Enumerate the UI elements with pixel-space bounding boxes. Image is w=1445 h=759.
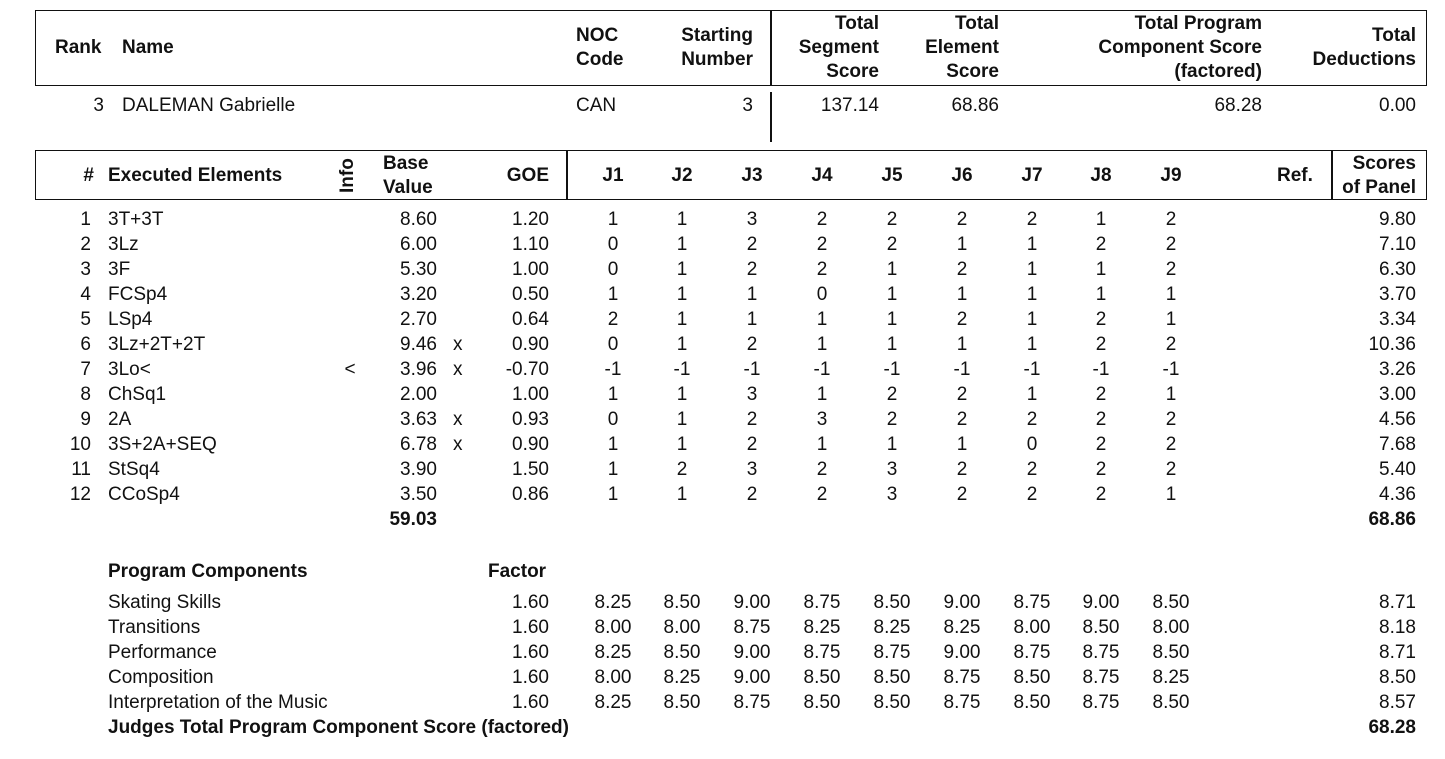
element-judge-score: 1 (607, 209, 619, 230)
component-panel-score: 8.71 (1379, 642, 1416, 663)
element-panel-score: 4.36 (1379, 484, 1416, 505)
element-judge-score: 1 (886, 334, 898, 355)
element-num: 10 (69, 434, 91, 455)
component-judge-score: 8.00 (1013, 617, 1051, 638)
element-name: 3S+2A+SEQ (108, 434, 217, 455)
element-judge-score: 1 (1026, 259, 1038, 280)
element-panel-score: 3.26 (1379, 359, 1416, 380)
element-name: ChSq1 (108, 384, 167, 405)
component-judge-score: 8.50 (1152, 692, 1190, 713)
element-judge-score: 3 (746, 384, 758, 405)
element-judge-score: 1 (676, 234, 688, 255)
component-judge-score: 8.25 (1152, 667, 1190, 688)
element-goe: 1.50 (512, 459, 549, 480)
element-judge-score: -1 (1092, 359, 1110, 380)
element-judge-score: 1 (956, 334, 968, 355)
element-judge-score: 2 (1026, 459, 1038, 480)
element-num: 11 (71, 459, 91, 480)
element-judge-score: 1 (1026, 284, 1038, 305)
col-info-label: Info (337, 158, 358, 193)
element-judge-score: 2 (816, 459, 828, 480)
rank-label: Rank (55, 37, 102, 58)
element-judge-score: 2 (1165, 209, 1177, 230)
element-goe: 1.10 (512, 234, 549, 255)
element-base-value: 9.46 (400, 334, 437, 355)
skater-starting-number: 3 (742, 95, 753, 116)
judge-header-6: J6 (951, 165, 973, 186)
component-panel-score: 8.57 (1379, 692, 1416, 713)
skater-total-segment-score: 137.14 (820, 95, 879, 116)
element-judge-score: 3 (886, 459, 898, 480)
element-judge-score: 1 (1026, 309, 1038, 330)
header-divider-lower (770, 92, 772, 142)
element-judge-score: 3 (886, 484, 898, 505)
total-pcs-label: Total Program Component Score (factored) (1098, 13, 1262, 82)
component-judge-score: 8.50 (803, 667, 841, 688)
component-name: Transitions (108, 617, 201, 638)
component-judge-score: 8.00 (594, 667, 632, 688)
component-name: Performance (108, 642, 217, 663)
noc-label: NOC Code (576, 25, 624, 70)
element-judge-score: 2 (1165, 434, 1177, 455)
judge-header-2: J2 (671, 165, 693, 186)
element-judge-score: 1 (676, 384, 688, 405)
col-executed-label: Executed Elements (108, 165, 283, 186)
component-factor: 1.60 (512, 592, 549, 613)
element-panel-score: 3.34 (1379, 309, 1416, 330)
element-judge-score: 0 (607, 409, 619, 430)
element-goe: 1.20 (512, 209, 549, 230)
element-base-value: 8.60 (400, 209, 437, 230)
element-name: FCSp4 (108, 284, 168, 305)
element-base-value: 3.90 (400, 459, 437, 480)
element-judge-score: 2 (816, 484, 828, 505)
element-goe: -0.70 (505, 359, 549, 380)
element-judge-score: 3 (816, 409, 828, 430)
component-judge-score: 8.50 (663, 692, 701, 713)
judge-header-3: J3 (741, 165, 763, 186)
component-judge-score: 8.50 (873, 592, 911, 613)
component-judge-score: 8.75 (733, 617, 771, 638)
element-name: 3Lz+2T+2T (108, 334, 206, 355)
element-judge-score: 1 (886, 259, 898, 280)
skater-total-pcs: 68.28 (1214, 95, 1262, 116)
element-base-value: 6.00 (400, 234, 437, 255)
element-judge-score: 2 (1165, 334, 1177, 355)
element-judge-score: -1 (953, 359, 971, 380)
element-name: LSp4 (108, 309, 153, 330)
component-judge-score: 8.50 (873, 692, 911, 713)
element-judge-score: 1 (607, 434, 619, 455)
element-judge-score: 2 (816, 234, 828, 255)
element-name: StSq4 (108, 459, 160, 480)
element-judge-score: 2 (956, 484, 968, 505)
element-panel-score: 4.56 (1379, 409, 1416, 430)
component-judge-score: 8.25 (594, 692, 632, 713)
element-judge-score: 1 (816, 334, 828, 355)
pcs-total-value: 68.28 (1368, 717, 1416, 738)
element-judge-score: 2 (1095, 409, 1107, 430)
element-num: 1 (80, 209, 91, 230)
element-goe: 0.86 (512, 484, 549, 505)
element-judge-score: 1 (676, 284, 688, 305)
element-judge-score: 0 (1026, 434, 1038, 455)
element-judge-score: 2 (816, 209, 828, 230)
element-base-value: 3.96 (400, 359, 437, 380)
component-factor: 1.60 (512, 642, 549, 663)
pcs-total-label: Judges Total Program Component Score (factored) (108, 717, 569, 738)
element-judge-score: 1 (886, 284, 898, 305)
component-judge-score: 9.00 (733, 642, 771, 663)
element-judge-score: 1 (607, 284, 619, 305)
component-judge-score: 8.50 (1152, 642, 1190, 663)
element-base-value: 6.78 (400, 434, 437, 455)
element-name: 2A (108, 409, 132, 430)
element-num: 3 (80, 259, 91, 280)
element-panel-score: 5.40 (1379, 459, 1416, 480)
judge-header-9: J9 (1160, 165, 1182, 186)
component-judge-score: 8.25 (943, 617, 981, 638)
element-judge-score: 1 (607, 384, 619, 405)
element-judge-score: 2 (1165, 234, 1177, 255)
elements-header-divider-right (1331, 150, 1333, 200)
element-judge-score: 1 (956, 234, 968, 255)
element-judge-score: 2 (1165, 259, 1177, 280)
component-judge-score: 8.75 (803, 642, 841, 663)
element-judge-score: -1 (673, 359, 691, 380)
judge-header-7: J7 (1021, 165, 1043, 186)
element-bonus-mark: x (453, 334, 463, 355)
component-judge-score: 8.75 (1013, 592, 1051, 613)
element-bonus-mark: x (453, 434, 463, 455)
component-judge-score: 8.50 (1152, 592, 1190, 613)
element-judge-score: -1 (883, 359, 901, 380)
component-judge-score: 8.50 (1013, 692, 1051, 713)
component-panel-score: 8.50 (1379, 667, 1416, 688)
element-judge-score: 2 (1095, 234, 1107, 255)
component-judge-score: 8.00 (663, 617, 701, 638)
element-panel-score: 3.70 (1379, 284, 1416, 305)
component-judge-score: 8.25 (663, 667, 701, 688)
panel-score-total: 68.86 (1368, 509, 1416, 530)
element-judge-score: 2 (816, 259, 828, 280)
factor-label: Factor (488, 561, 547, 582)
element-judge-score: 2 (607, 309, 619, 330)
element-panel-score: 3.00 (1379, 384, 1416, 405)
component-judge-score: 9.00 (1082, 592, 1120, 613)
component-judge-score: 9.00 (733, 667, 771, 688)
element-name: 3Lz (108, 234, 139, 255)
component-judge-score: 9.00 (733, 592, 771, 613)
element-num: 6 (80, 334, 91, 355)
element-judge-score: 2 (746, 484, 758, 505)
element-judge-score: 0 (816, 284, 828, 305)
element-judge-score: 2 (746, 409, 758, 430)
element-base-value: 3.20 (400, 284, 437, 305)
component-panel-score: 8.71 (1379, 592, 1416, 613)
element-judge-score: -1 (813, 359, 831, 380)
component-factor: 1.60 (512, 617, 549, 638)
component-judge-score: 8.25 (873, 617, 911, 638)
element-judge-score: 2 (956, 259, 968, 280)
element-base-value: 5.30 (400, 259, 437, 280)
component-judge-score: 8.75 (943, 667, 981, 688)
element-judge-score: -1 (1023, 359, 1041, 380)
component-judge-score: 8.00 (1152, 617, 1190, 638)
element-bonus-mark: x (453, 409, 463, 430)
element-panel-score: 9.80 (1379, 209, 1416, 230)
element-judge-score: 1 (886, 434, 898, 455)
element-judge-score: 1 (1026, 334, 1038, 355)
element-judge-score: 1 (1165, 284, 1177, 305)
col-base-label: Base Value (383, 153, 433, 198)
element-judge-score: 2 (676, 459, 688, 480)
element-judge-score: 0 (607, 259, 619, 280)
element-judge-score: 2 (746, 334, 758, 355)
program-components-title: Program Components (108, 561, 308, 582)
element-judge-score: 1 (816, 384, 828, 405)
element-goe: 1.00 (512, 384, 549, 405)
element-goe: 0.90 (512, 334, 549, 355)
total-deductions-label: Total Deductions (1312, 25, 1416, 70)
element-judge-score: 1 (956, 434, 968, 455)
element-judge-score: 0 (607, 334, 619, 355)
judge-header-8: J8 (1090, 165, 1112, 186)
name-label: Name (122, 37, 174, 58)
element-goe: 1.00 (512, 259, 549, 280)
component-judge-score: 8.25 (594, 592, 632, 613)
element-judge-score: 1 (676, 484, 688, 505)
element-num: 8 (80, 384, 91, 405)
element-goe: 0.90 (512, 434, 549, 455)
component-judge-score: 8.50 (1082, 617, 1120, 638)
element-panel-score: 6.30 (1379, 259, 1416, 280)
element-judge-score: 1 (676, 334, 688, 355)
element-goe: 0.50 (512, 284, 549, 305)
element-judge-score: 2 (1026, 409, 1038, 430)
element-panel-score: 10.36 (1368, 334, 1416, 355)
element-judge-score: 1 (816, 309, 828, 330)
element-judge-score: 2 (956, 309, 968, 330)
element-judge-score: 3 (746, 209, 758, 230)
component-panel-score: 8.18 (1379, 617, 1416, 638)
component-judge-score: 8.75 (1082, 667, 1120, 688)
element-judge-score: 1 (1095, 284, 1107, 305)
component-factor: 1.60 (512, 692, 549, 713)
component-judge-score: 8.50 (663, 592, 701, 613)
element-judge-score: 2 (746, 259, 758, 280)
element-judge-score: 2 (746, 234, 758, 255)
component-judge-score: 8.50 (663, 642, 701, 663)
element-base-value: 3.50 (400, 484, 437, 505)
element-judge-score: 1 (676, 409, 688, 430)
judge-header-1: J1 (602, 165, 624, 186)
element-judge-score: 2 (1095, 434, 1107, 455)
element-judge-score: 2 (1095, 459, 1107, 480)
element-num: 9 (80, 409, 91, 430)
element-judge-score: 2 (886, 409, 898, 430)
element-judge-score: 1 (1165, 309, 1177, 330)
component-judge-score: 8.50 (1013, 667, 1051, 688)
element-name: CCoSp4 (108, 484, 180, 505)
element-judge-score: 1 (1165, 484, 1177, 505)
element-judge-score: 1 (676, 434, 688, 455)
element-judge-score: 1 (1095, 209, 1107, 230)
component-judge-score: 8.00 (594, 617, 632, 638)
component-judge-score: 8.75 (873, 642, 911, 663)
skater-name: DALEMAN Gabrielle (122, 95, 296, 116)
starting-number-label: Starting Number (681, 25, 753, 70)
element-base-value: 2.00 (400, 384, 437, 405)
component-judge-score: 8.50 (803, 692, 841, 713)
element-judge-score: 2 (746, 434, 758, 455)
component-judge-score: 8.75 (733, 692, 771, 713)
base-value-total: 59.03 (389, 509, 437, 530)
element-judge-score: 2 (886, 234, 898, 255)
total-element-score-label: Total Element Score (925, 13, 999, 82)
element-judge-score: 2 (956, 459, 968, 480)
element-judge-score: 2 (1165, 409, 1177, 430)
element-num: 12 (69, 484, 91, 505)
element-num: 7 (80, 359, 91, 380)
element-num: 2 (80, 234, 91, 255)
col-ref-label: Ref. (1277, 165, 1313, 186)
component-judge-score: 8.25 (803, 617, 841, 638)
element-judge-score: 2 (1026, 484, 1038, 505)
component-judge-score: 8.25 (594, 642, 632, 663)
element-judge-score: 1 (1026, 234, 1038, 255)
col-num-label: # (83, 165, 94, 186)
element-judge-score: 2 (1095, 484, 1107, 505)
col-goe-label: GOE (506, 165, 549, 186)
judge-header-5: J5 (881, 165, 903, 186)
element-num: 4 (80, 284, 91, 305)
component-judge-score: 8.75 (943, 692, 981, 713)
component-judge-score: 8.75 (1082, 692, 1120, 713)
element-judge-score: 2 (956, 209, 968, 230)
element-judge-score: 1 (1026, 384, 1038, 405)
element-judge-score: 3 (746, 459, 758, 480)
element-judge-score: 1 (607, 484, 619, 505)
element-judge-score: 1 (1095, 259, 1107, 280)
element-judge-score: -1 (743, 359, 761, 380)
element-judge-score: 1 (607, 459, 619, 480)
element-goe: 0.93 (512, 409, 549, 430)
skater-total-element-score: 68.86 (951, 95, 999, 116)
element-num: 5 (80, 309, 91, 330)
component-judge-score: 8.75 (1082, 642, 1120, 663)
element-judge-score: 1 (676, 259, 688, 280)
skater-rank: 3 (93, 95, 104, 116)
col-scores-label: Scores of Panel (1342, 153, 1416, 198)
element-judge-score: 0 (607, 234, 619, 255)
component-judge-score: 9.00 (943, 592, 981, 613)
judge-header-4: J4 (811, 165, 833, 186)
element-judge-score: 1 (886, 309, 898, 330)
element-judge-score: 2 (1095, 334, 1107, 355)
element-judge-score: 2 (886, 209, 898, 230)
total-segment-score-label: Total Segment Score (798, 13, 879, 82)
component-name: Interpretation of the Music (108, 692, 328, 713)
element-judge-score: 1 (1165, 384, 1177, 405)
element-bonus-mark: x (453, 359, 463, 380)
element-base-value: 3.63 (400, 409, 437, 430)
element-panel-score: 7.10 (1379, 234, 1416, 255)
element-judge-score: 1 (956, 284, 968, 305)
component-name: Composition (108, 667, 214, 688)
component-judge-score: 9.00 (943, 642, 981, 663)
element-panel-score: 7.68 (1379, 434, 1416, 455)
element-judge-score: 2 (956, 384, 968, 405)
skater-total-deductions: 0.00 (1379, 95, 1416, 116)
element-info: < (344, 359, 356, 380)
element-goe: 0.64 (512, 309, 549, 330)
element-judge-score: 1 (816, 434, 828, 455)
component-name: Skating Skills (108, 592, 221, 613)
element-judge-score: 2 (1095, 309, 1107, 330)
element-judge-score: 2 (886, 384, 898, 405)
element-judge-score: -1 (1162, 359, 1180, 380)
element-judge-score: 1 (676, 209, 688, 230)
component-judge-score: 8.75 (1013, 642, 1051, 663)
element-judge-score: 1 (746, 284, 758, 305)
component-factor: 1.60 (512, 667, 549, 688)
element-judge-score: -1 (604, 359, 622, 380)
elements-header-divider-left (566, 150, 568, 200)
element-name: 3F (108, 259, 131, 280)
component-judge-score: 8.75 (803, 592, 841, 613)
skater-noc: CAN (576, 95, 617, 116)
element-judge-score: 2 (1095, 384, 1107, 405)
element-name: 3Lo< (108, 359, 151, 380)
element-base-value: 2.70 (400, 309, 437, 330)
element-judge-score: 1 (676, 309, 688, 330)
element-judge-score: 2 (956, 409, 968, 430)
element-name: 3T+3T (108, 209, 164, 230)
element-judge-score: 2 (1026, 209, 1038, 230)
element-judge-score: 1 (746, 309, 758, 330)
element-judge-score: 2 (1165, 459, 1177, 480)
component-judge-score: 8.50 (873, 667, 911, 688)
